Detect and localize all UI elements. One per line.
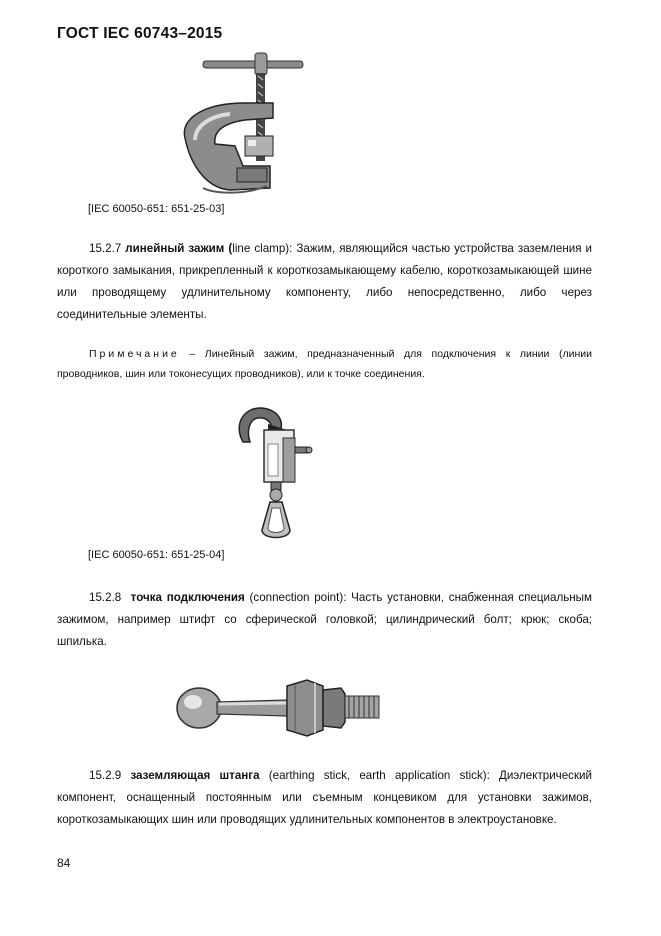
term-connection-point: точка подключения <box>130 591 245 604</box>
ball-stud-bolt-illustration <box>175 672 385 744</box>
term-line-clamp: линейный зажим ( <box>125 242 233 255</box>
line-clamp-hook-illustration <box>228 402 318 542</box>
document-header: ГОСТ IEC 60743–2015 <box>57 25 223 42</box>
section-number: 15.2.9 <box>89 769 122 782</box>
section-number: 15.2.7 <box>89 242 122 255</box>
term-earthing-stick: заземляющая штанга <box>130 769 260 782</box>
page-number: 84 <box>57 856 71 870</box>
note-text: – Линейный зажим, предназначенный для подключения к линии (линии проводников, шин или токонесущих проводников), или к точке соединения. <box>57 348 592 380</box>
definition-15-2-7 <box>57 238 592 326</box>
definition-text: (connection point): Часть установки, снабженная специальным зажимом, например штифт со сферической головкой; цилиндрический болт; крюк; скоба; шпилька. <box>57 591 592 648</box>
definition-15-2-8 <box>57 587 592 653</box>
figure-caption-2: [IEC 60050-651: 651-25-04] <box>88 549 225 561</box>
figure-caption-1: [IEC 60050-651: 651-25-03] <box>88 203 225 215</box>
definition-text: (earthing stick, earth application stick): Диэлектрический компонент, оснащенный постоянным или съемным концевиком для установки зажимов, короткозамыкающих шин или проводящих удлинительных компонентов в электроустановке. <box>57 769 592 826</box>
definition-text: line clamp): Зажим, являющийся частью устройства заземления и короткого замыкания, прикрепленный к короткозамыкающему кабелю, короткозамыкающей шине или проводящему удлинительному компоненту, либо непосредственно, либо через соединительные элементы. <box>57 242 592 321</box>
section-number: 15.2.8 <box>89 591 122 604</box>
clamp-illustration <box>175 48 310 198</box>
note-label: Примечание <box>89 348 180 360</box>
note-paragraph <box>57 344 592 384</box>
definition-15-2-9 <box>57 765 592 831</box>
